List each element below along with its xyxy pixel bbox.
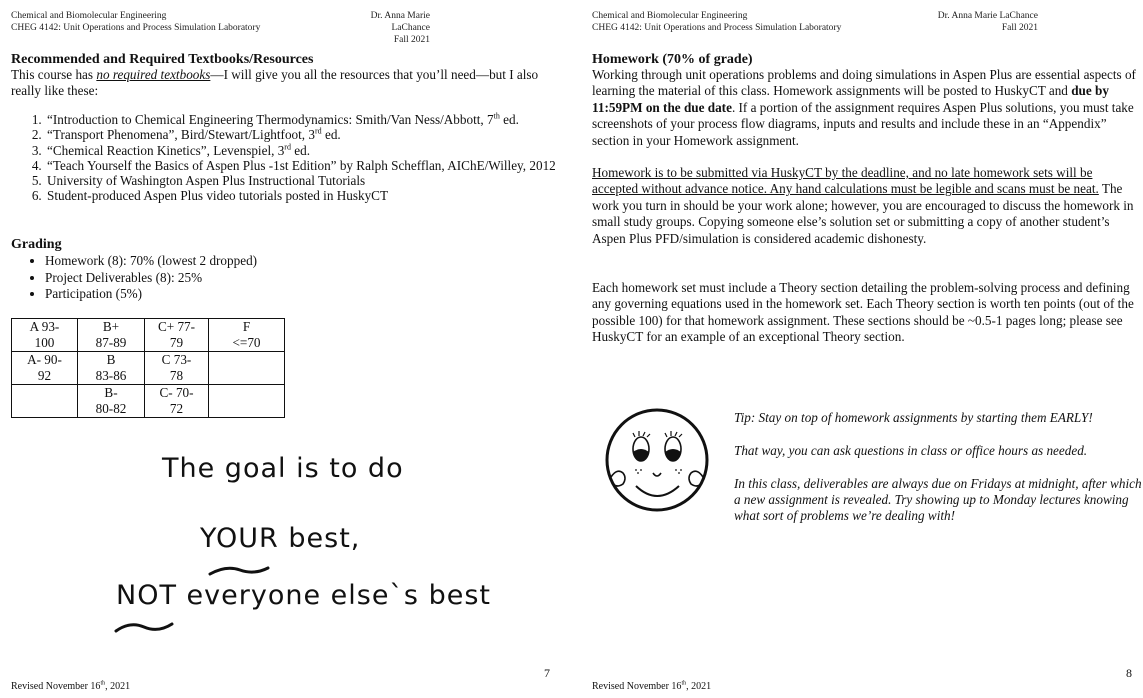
resource-item: 1. “Introduction to Chemical Engineering Thermodynamics: Smith/Van Ness/Abbott, 7th ed.: [45, 112, 595, 127]
revised-date: Revised November 16th, 2021: [592, 680, 712, 692]
header-department: Chemical and Biomolecular Engineering: [11, 11, 167, 21]
grade-cell: C+ 77- 79: [145, 319, 209, 352]
squiggle-underline: [208, 565, 270, 577]
tip-line: In this class, deliverables are always due on Fridays at midnight, after which a new assignment is revealed. Try showing up to Monday lectures knowing what sort of problems we’re dealing with!: [734, 475, 1142, 524]
grade-cell: C 73- 78: [145, 352, 209, 385]
no-required-textbooks: no required textbooks: [96, 67, 211, 82]
grading-item: • Participation (5%): [45, 286, 257, 303]
resources-intro: [11, 67, 556, 100]
page-number: 7: [544, 666, 550, 680]
squiggle-underline: [114, 620, 174, 634]
homework-tips: [734, 410, 1143, 541]
table-row: [12, 319, 285, 352]
tip-line: Tip: Stay on top of homework assignments by starting them EARLY!: [734, 410, 1093, 425]
motivational-quote: [110, 445, 491, 640]
smiley-face-icon: [603, 402, 711, 514]
grading-title: Grading: [11, 237, 62, 252]
due-deadline: due by 11:59PM on the due date: [592, 83, 1109, 115]
page-header-left: [592, 10, 841, 34]
page-7: [0, 0, 570, 698]
quote-your: YOUR: [200, 523, 279, 554]
page-number: 8: [1126, 666, 1132, 680]
grade-cell: [12, 385, 78, 418]
resource-item: 6. Student-produced Aspen Plus video tutorials posted in HuskyCT: [45, 188, 595, 203]
resources-intro-after: —I will give you all the resources that you’ll need—but I also really like these:: [11, 67, 539, 99]
header-term: Fall 2021: [393, 35, 430, 45]
header-course: CHEG 4142: Unit Operations and Process Simulation Laboratory: [11, 23, 261, 33]
page-header-left: [11, 10, 260, 34]
grade-scale-table: [11, 318, 285, 418]
resources-title: Recommended and Required Textbooks/Resources: [11, 52, 314, 67]
page-8: [581, 0, 1143, 698]
grade-cell: F <=70: [209, 319, 285, 352]
resource-item: 2. “Transport Phenomena”, Bird/Stewart/Lightfoot, 3rd ed.: [45, 127, 595, 142]
revised-date: Revised November 16th, 2021: [11, 680, 131, 692]
grading-item: • Project Deliverables (8): 25%: [45, 270, 257, 287]
homework-title: Homework (70% of grade): [592, 52, 753, 67]
resource-item: 5. University of Washington Aspen Plus Instructional Tutorials: [45, 173, 595, 188]
quote-line-1: The goal is to do: [162, 453, 404, 484]
tip-line: That way, you can ask questions in class or office hours as needed.: [734, 442, 1088, 458]
grading-list: [11, 253, 257, 303]
grade-cell: B+ 87-89: [78, 319, 145, 352]
grade-cell: B- 80-82: [78, 385, 145, 418]
table-row: [12, 385, 285, 418]
page-header-right: [340, 10, 430, 46]
quote-not: NOT: [116, 580, 177, 611]
header-instructor: Dr. Anna Marie LaChance: [937, 11, 1038, 21]
page-header-right: [921, 10, 1038, 34]
homework-paragraph-2: Homework is to be submitted via HuskyCT by the deadline, and no late homework sets will be accepted without advance notice. Any hand calculations must be legible and scans must be neat. The work you turn in should be your work alone; however, you are encouraged to discuss the homework in small study groups. Copying someone else’s solution set or submitting a copy of another student’s Aspen Plus PFD/simulation is considered academic dishonesty.: [592, 165, 1134, 246]
grade-cell: A 93- 100: [12, 319, 78, 352]
resource-item: 3. “Chemical Reaction Kinetics”, Levenspiel, 3rd ed.: [45, 143, 595, 158]
resource-item: 4. “Teach Yourself the Basics of Aspen Plus -1st Edition” by Ralph Schefflan, AIChE/Willey, 2012: [45, 158, 595, 173]
resources-intro-before: This course has: [11, 67, 97, 82]
homework-paragraph-3: Each homework set must include a Theory section detailing the problem-solving process and defining any governing equations used in the homework set. Each Theory section is worth ten points (out of the possible 100) for that homework assignment. These sections should be ~0.5-1 pages long; please see HuskyCT for an example of an exceptional Theory section.: [592, 280, 1134, 345]
header-course: CHEG 4142: Unit Operations and Process Simulation Laboratory: [592, 23, 842, 33]
quote-line-2: YOUR best,: [200, 523, 361, 554]
submission-policy: Homework is to be submitted via HuskyCT by the deadline, and no late homework sets will be accepted without advance notice. Any hand calculations must be legible and scans must be neat.: [592, 165, 1099, 197]
header-instructor: Dr. Anna Marie LaChance: [370, 11, 430, 33]
grade-cell: A- 90- 92: [12, 352, 78, 385]
grade-cell: [209, 352, 285, 385]
grade-cell: C- 70- 72: [145, 385, 209, 418]
resources-list: [11, 112, 595, 204]
homework-paragraph-1: Working through unit operations problems and doing simulations in Aspen Plus are essential aspects of learning the material of this class. Homework assignments will be posted to HuskyCT and due by 11:59PM on the due date. If a portion of the assignment requires Aspen Plus solutions, you must take screenshots of your process flow diagrams, inputs and results and include these in an “Appendix” section in your Homework assignment.: [592, 67, 1136, 148]
header-department: Chemical and Biomolecular Engineering: [592, 11, 748, 21]
grade-cell: B 83-86: [78, 352, 145, 385]
table-row: [12, 352, 285, 385]
quote-line-3: NOT everyone else`s best: [116, 580, 491, 611]
header-term: Fall 2021: [1001, 23, 1038, 33]
grading-item: • Homework (8): 70% (lowest 2 dropped): [45, 253, 257, 270]
grade-cell: [209, 385, 285, 418]
